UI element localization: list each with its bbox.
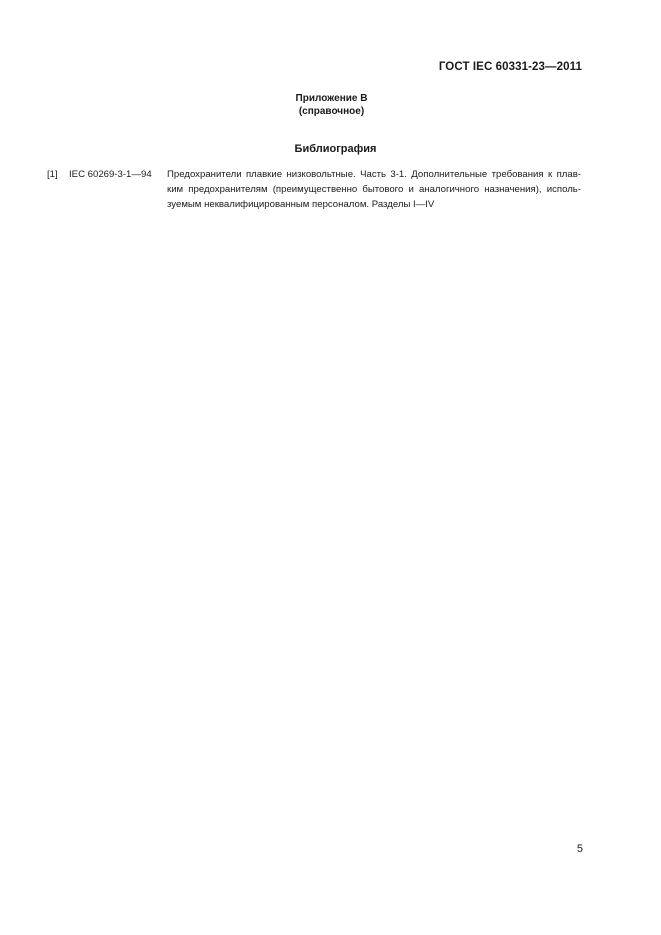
document-code: ГОСТ IEC 60331-23—2011 <box>438 61 582 73</box>
appendix-title: Приложение В <box>295 93 368 104</box>
reference-text-line: Предохранители плавкие низковольтные. Часть 3-1. Дополнительные требования к плав- <box>167 169 581 180</box>
section-title: Библиография <box>294 143 377 155</box>
appendix-heading <box>0 92 661 118</box>
appendix-subtitle: (справочное) <box>298 106 365 117</box>
reference-code: IEC 60269-3-1—94 <box>69 169 152 180</box>
reference-text-line: зуемым неквалифицированным персоналом. Разделы I—IV <box>167 199 435 210</box>
page-number: 5 <box>576 843 583 855</box>
reference-number: [1] <box>47 169 58 180</box>
reference-text <box>167 167 581 212</box>
reference-text-line: ким предохранителям (преимущественно бытового и аналогичного назначения), исполь- <box>167 184 581 195</box>
